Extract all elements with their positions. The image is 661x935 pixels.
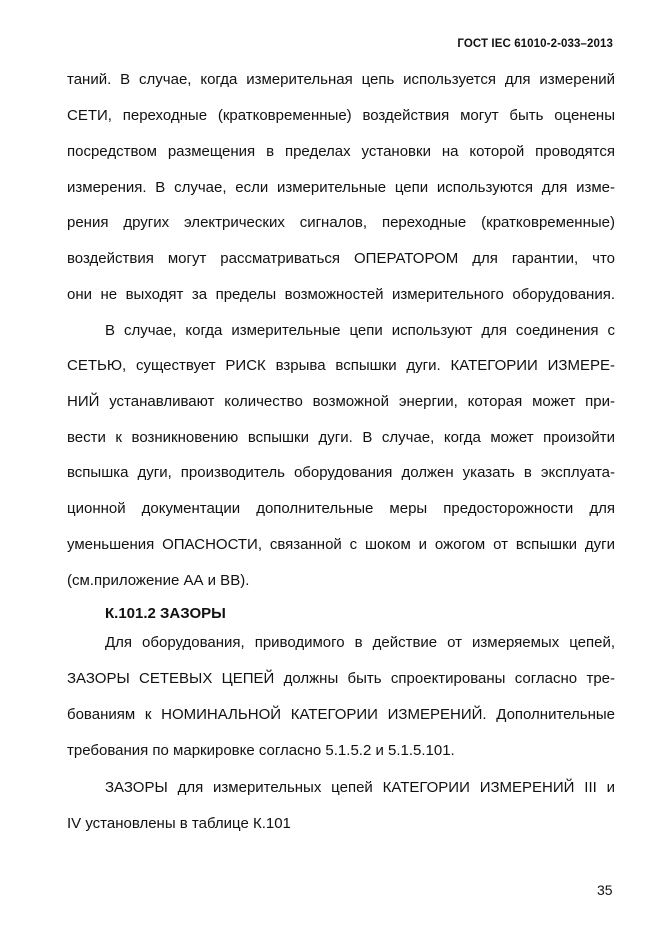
text-line: рения других электрических сигналов, переходные (кратковременные) [67,214,615,231]
text-line: вести к возникновению вспышки дуги. В случае, когда может произойти [67,429,615,446]
text-line: воздействия могут рассматриваться ОПЕРАТОРОМ для гарантии, что [67,250,615,267]
text-line: НИЙ устанавливают количество возможной энергии, которая может при- [67,393,615,410]
text-line: СЕТЬЮ, существует РИСК взрыва вспышки дуги. КАТЕГОРИИ ИЗМЕРЕ- [67,357,615,374]
page-number: 35 [597,882,613,898]
text-line: ЗАЗОРЫ СЕТЕВЫХ ЦЕПЕЙ должны быть спроектированы согласно тре- [67,670,615,687]
text-line: они не выходят за пределы возможностей измерительного оборудования. [67,286,615,303]
text-line: вспышка дуги, производитель оборудования должен указать в эксплуата- [67,464,615,481]
text-line: посредством размещения в пределах установки на которой проводятся [67,143,615,160]
text-line: IV установлены в таблице К.101 [67,815,291,832]
text-line: СЕТИ, переходные (кратковременные) воздействия могут быть оценены [67,107,615,124]
text-line: уменьшения ОПАСНОСТИ, связанной с шоком и ожогом от вспышки дуги [67,536,615,553]
text-line: Для оборудования, приводимого в действие от измеряемых цепей, [105,634,615,651]
text-line: ЗАЗОРЫ для измерительных цепей КАТЕГОРИИ ИЗМЕРЕНИЙ III и [105,779,615,796]
text-line: таний. В случае, когда измерительная цепь используется для измерений [67,71,615,88]
text-line: бованиям к НОМИНАЛЬНОЙ КАТЕГОРИИ ИЗМЕРЕНИЙ. Дополнительные [67,706,615,723]
text-line: ционной документации дополнительные меры предосторожности для [67,500,615,517]
section-heading: К.101.2 ЗАЗОРЫ [105,605,226,622]
document-header: ГОСТ IEC 61010-2-033–2013 [457,38,613,50]
text-line: В случае, когда измерительные цепи используют для соединения с [105,322,615,339]
text-line: (см.приложение АА и ВВ). [67,572,250,589]
text-line: измерения. В случае, если измерительные цепи используются для изме- [67,179,615,196]
text-line: требования по маркировке согласно 5.1.5.2 и 5.1.5.101. [67,742,455,759]
